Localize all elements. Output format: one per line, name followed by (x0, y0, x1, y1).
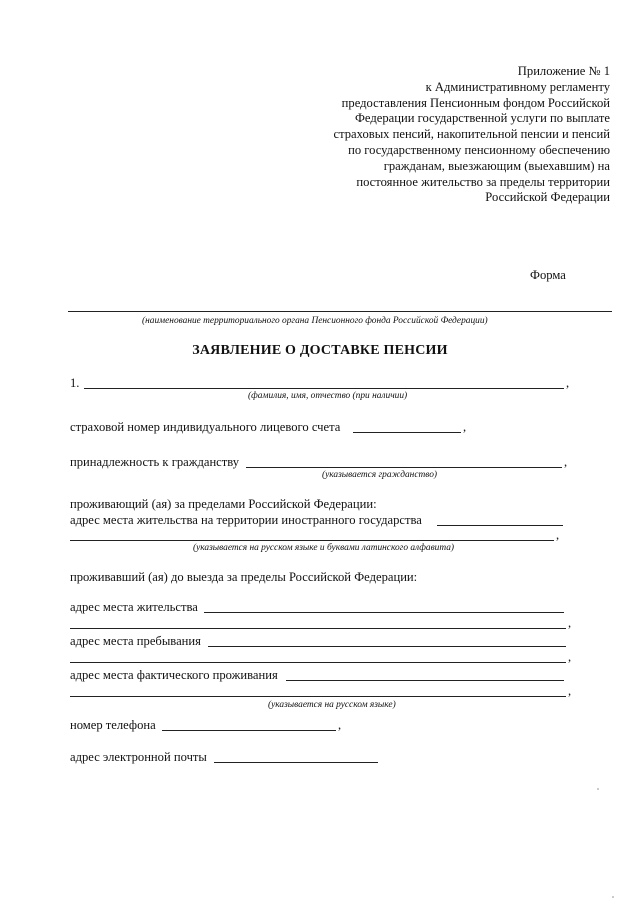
header-line-9: Российской Федерации (485, 190, 610, 205)
foreign-address-line-2[interactable] (70, 540, 554, 541)
email-line[interactable] (214, 762, 378, 763)
phone-line[interactable] (162, 730, 336, 731)
residence-address-label: адрес места жительства (70, 600, 198, 614)
citizenship-label: принадлежность к гражданству (70, 455, 240, 469)
actual-address-label: адрес места фактического проживания (70, 668, 278, 682)
stay-address-comma: , (568, 650, 572, 664)
russian-language-hint: (указывается на русском языке) (268, 700, 396, 710)
email-label: адрес электронной почты (70, 750, 207, 764)
page-title: ЗАЯВЛЕНИЕ О ДОСТАВКЕ ПЕНСИИ (192, 343, 448, 358)
stay-address-line-1[interactable] (208, 646, 566, 647)
actual-address-line-2[interactable] (70, 696, 566, 697)
foreign-address-label: адрес места жительства на территории иностранного государства (70, 513, 422, 527)
snils-line[interactable] (353, 432, 461, 433)
appendix-header (310, 64, 610, 206)
snils-comma: , (463, 420, 467, 434)
phone-comma: , (338, 718, 342, 732)
organ-name-line[interactable] (68, 311, 612, 312)
citizenship-comma: , (564, 455, 568, 469)
header-line-5: страховых пенсий, накопительной пенсии и пенсий (333, 127, 610, 142)
item-number: 1. (70, 376, 80, 390)
stay-address-line-2[interactable] (70, 662, 566, 663)
organ-name-hint: (наименование территориального органа Пенсионного фонда Российской Федерации) (142, 316, 488, 326)
residing-abroad-label: проживающий (ая) за пределами Российской Федерации: (70, 497, 377, 511)
header-line-4: Федерации государственной услуги по выплате (354, 111, 610, 126)
actual-address-line-1[interactable] (286, 680, 564, 681)
header-line-1: Приложение № 1 (517, 64, 610, 78)
scan-speck (597, 788, 599, 790)
header-line-3: предоставления Пенсионным фондом Российской (341, 95, 610, 110)
residence-address-line-2[interactable] (70, 628, 566, 629)
phone-label: номер телефона (70, 718, 156, 732)
citizenship-line[interactable] (246, 467, 562, 468)
snils-label: страховой номер индивидуального лицевого счета (70, 420, 341, 434)
residence-address-comma: , (568, 616, 572, 630)
stay-address-label: адрес места пребывания (70, 634, 201, 648)
header-line-8: постоянное жительство за пределы территории (356, 174, 610, 189)
header-line-2: к Административному регламенту (425, 79, 610, 94)
fio-comma: , (566, 376, 570, 390)
scan-speck (612, 896, 614, 898)
form-label: Форма (530, 268, 566, 282)
header-line-6: по государственному пенсионному обеспечению (348, 142, 610, 157)
fio-hint: (фамилия, имя, отчество (при наличии) (248, 391, 408, 401)
foreign-address-comma: , (556, 528, 560, 542)
resided-before-label: проживавший (ая) до выезда за пределы Российской Федерации: (70, 570, 418, 584)
foreign-address-line-1[interactable] (437, 525, 563, 526)
foreign-address-hint: (указывается на русском языке и буквами латинского алфавита) (193, 543, 455, 553)
header-line-7: гражданам, выезжающим (выехавшим) на (383, 158, 610, 173)
fio-line[interactable] (84, 388, 564, 389)
citizenship-hint: (указывается гражданство) (322, 470, 438, 480)
residence-address-line-1[interactable] (204, 612, 564, 613)
actual-address-comma: , (568, 684, 572, 698)
